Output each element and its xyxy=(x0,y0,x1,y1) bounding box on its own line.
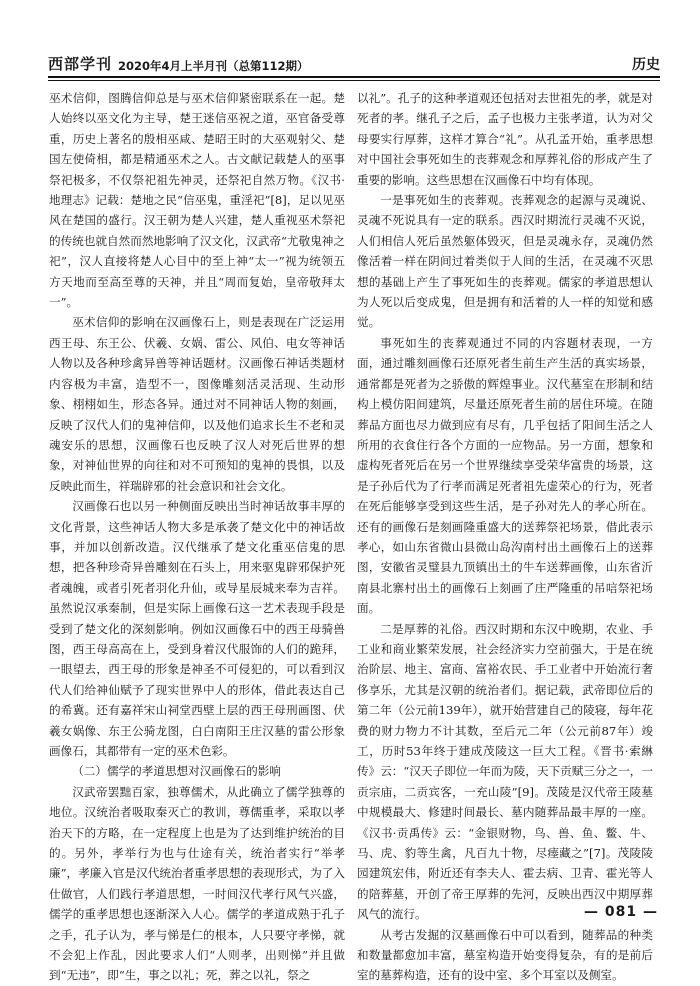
paragraph: 巫术信仰的影响在汉画像石上，则是表现在广泛运用西王母、东王公、伏羲、女娲、雷公、风伯、电女等神话人物以及各种珍禽异兽等神话题材。汉画像石神话类题材内容极为丰富，造型不一，图像雕刻活灵活现、生动形象、栩栩如生，形态各异。通过对不同神话人物的刻画，反映了汉代人们的鬼神信仰，以及他们追求长生不老和灵魂安乐的思想，汉画像石也反映了汉人对死后世界的想象，对神仙世界的向往和对不可预知的鬼神的畏惧，以及反映此而生，祥瑞辟邪的社会意识和社会文化。 xyxy=(49,315,345,493)
header-rule-thick xyxy=(48,76,660,78)
page-number: — 081 — xyxy=(584,904,658,920)
paragraph: 事死如生的丧葬观通过不同的内容题材表现，一方面，通过雕刻画像石还原死者生前生产生活的真实场景，通常都是死者为之骄傲的辉煌事业。汉代墓室在形制和结构上模仿阳间建筑，尽量还原死者生前的居住环境。在随葬品方面也尽力做到应有尽有，几乎包括了阳间生活之人所用的衣食住行各个方面的一应物品。另一方面，想象和虚构死者死后在另一个世界继续享受荣华富贵的场景，这是子孙后代为了行孝而满足死者祖先虚荣心的行为，死者在死后能够享受到这些生活，是子孙对先人的孝心所在。还有的画像石是刻画隆重盛大的送葬祭祀场景，借此表示孝心，如山东省微山县微山岛沟南村出土画像石上的送葬图，安徽省灵璧县九顶镇出土的牛车送葬画像，山东省沂南县北寨村出土的画像石上刻画了庄严隆重的吊唁祭祀场面。 xyxy=(357,335,653,616)
paragraph: 一是事死如生的丧葬观。丧葬观念的起源与灵魂说、灵魂不死说具有一定的联系。西汉时期流行灵魂不灭说，人们相信人死后虽然躯体毁灭，但是灵魂永存，灵魂仍然像活着一样在阴间过着类似于人间的生活，在灵魂不灭思想的基础上产生了事死如生的丧葬观。儒家的孝道思想认为人死以后变成鬼，但是拥有和活着的人一样的知觉和感觉。 xyxy=(357,193,653,330)
left-column xyxy=(49,88,345,983)
paragraph: 巫术信仰，图腾信仰总是与巫术信仰紧密联系在一起。楚人始终以巫文化为主导，楚王迷信巫祝之道，巫官备受尊重，历史上著名的殷相巫咸、楚昭王时的大巫观射父、楚国左使倚相，都是精通巫术之人。古文献记载楚人的巫事祭祀极多，不仅祭祀祖先神灵，还祭祀自然万物。《汉书·地理志》记载：楚地之民“信巫鬼，重淫祀”[8]，足以见巫风在楚国的盛行。汉王朝为楚人兴建，楚人重视巫术祭祀的传统也就自然而然地影响了汉文化，汉武帝“尤敬鬼神之祀”，汉人直接将楚人心目中的至上神“太一”视为统领五方天地而至高至尊的天神，并且“周而复始，皇帝敬拜太一”。 xyxy=(49,91,345,310)
journal-title: 西部学刊 xyxy=(48,55,113,73)
paragraph: 以礼”。孔子的这种孝道观还包括对去世祖先的孝，就是对死者的孝。继孔子之后，孟子也极力主张孝道，认为对父母要实行厚葬，这样才算合“礼”。从孔孟开始，重孝思想对中国社会事死如生的丧葬观念和厚葬礼俗的形成产生了重要的影响。这些思想在汉画像石中均有体现。 xyxy=(357,91,653,187)
paragraph: 汉武帝罢黜百家，独尊儒术，从此确立了儒学独尊的地位。汉统治者吸取秦灭亡的教训，尊儒重孝，采取以孝治天下的方略，在一定程度上也是为了达到维护统治的目的。另外，孝举行为也与仕途有关，统治者实行“举孝廉”，孝廉入官是汉代统治者重孝思想的表现形式，为了入仕做官，人们践行孝道思想，一时间汉代孝行风气兴盛，儒学的重孝思想也逐渐深入人心。儒学的孝道成熟于孔子之手，孔子认为，孝与悌是仁的根本，人只要守孝悌，就不会犯上作乱，因此要求人们“人则孝，出则悌”并且做到“无违”，即“生，事之以礼；死，葬之以礼，祭之 xyxy=(49,784,345,983)
issue-info: 2020年4月上半月刊（总第112期） xyxy=(118,59,309,73)
paragraph: 从考古发掘的汉墓画像石中可以看到，随葬品的种类和数量都愈加丰富，墓室构造开始变得复杂，有的是前后室的墓葬构造，还有的设中室、多个耳室以及侧室。 xyxy=(357,927,653,983)
header-rule-thin xyxy=(48,80,660,81)
paragraph: 汉画像石也以另一种侧面反映出当时神话故事丰厚的文化背景，这些神话人物大多是承袭了楚文化中的神话故事，并加以创新改造。汉代继承了楚文化重巫信鬼的思想，把各种珍奇异兽雕刻在石头上，用来驱鬼辟邪保护死者魂魄，或者引死者羽化升仙，或导星辰城来奉为吉祥。虽然说汉承秦制，但是实际上画像石这一艺术表现手段是受到了楚文化的深刻影响。例如汉画像石中的西王母骑兽图，西王母高高在上，受到身着汉代服饰的人们的跪拜，一眼望去，西王母的形象是神圣不可侵犯的，可以看到汉代人们给神仙赋予了现实世界中人的形体，借此表达自己的希冀。还有嘉祥宋山祠堂西壁上层的西王母刑画图、伏羲女娲像、东王公骑龙图，白白南阳王庄汉墓的雷公形象画像石，其都带有一定的巫术色彩。 xyxy=(49,499,345,758)
paragraph: 二是厚葬的礼俗。西汉时期和东汉中晚期，农业、手工业和商业繁荣发展，社会经济实力空前强大，于是在统治阶层、地主、富商、富裕农民、手工业者中开始流行奢侈享乐，尤其是汉朝的统治者们。据记载，武帝即位后的第二年（公元前139年），就开始营建自己的陵寝，每年花费的财力物力不计其数，至后元二年（公元前87年）竣工，历时53年终于建成茂陵这一巨大工程。《晋书·索綝传》云：“汉天子即位一年而为陵，天下贡赋三分之一，一贡宗庙，二贡宾客，一充山陵”[9]。茂陵是汉代帝王陵墓中规模最大、修建时间最长、墓内随葬品最丰厚的一座。《汉书·贡禹传》云：“金银财物，鸟、兽、鱼、鳖、牛、马、虎、豹等生禽，凡百九十物，尽瘗藏之”[7]。茂陵陵园建筑宏伟，附近还有李夫人、霍去病、卫青、霍光等人的陪葬墓，开创了帝王厚葬的先河，反映出西汉中期厚葬风气的流行。 xyxy=(357,621,653,922)
section-subheading: （二）儒学的孝道思想对汉画像石的影响 xyxy=(72,764,281,779)
section-label: 历史 xyxy=(632,57,660,73)
header-left xyxy=(48,53,309,74)
running-header xyxy=(48,48,660,74)
